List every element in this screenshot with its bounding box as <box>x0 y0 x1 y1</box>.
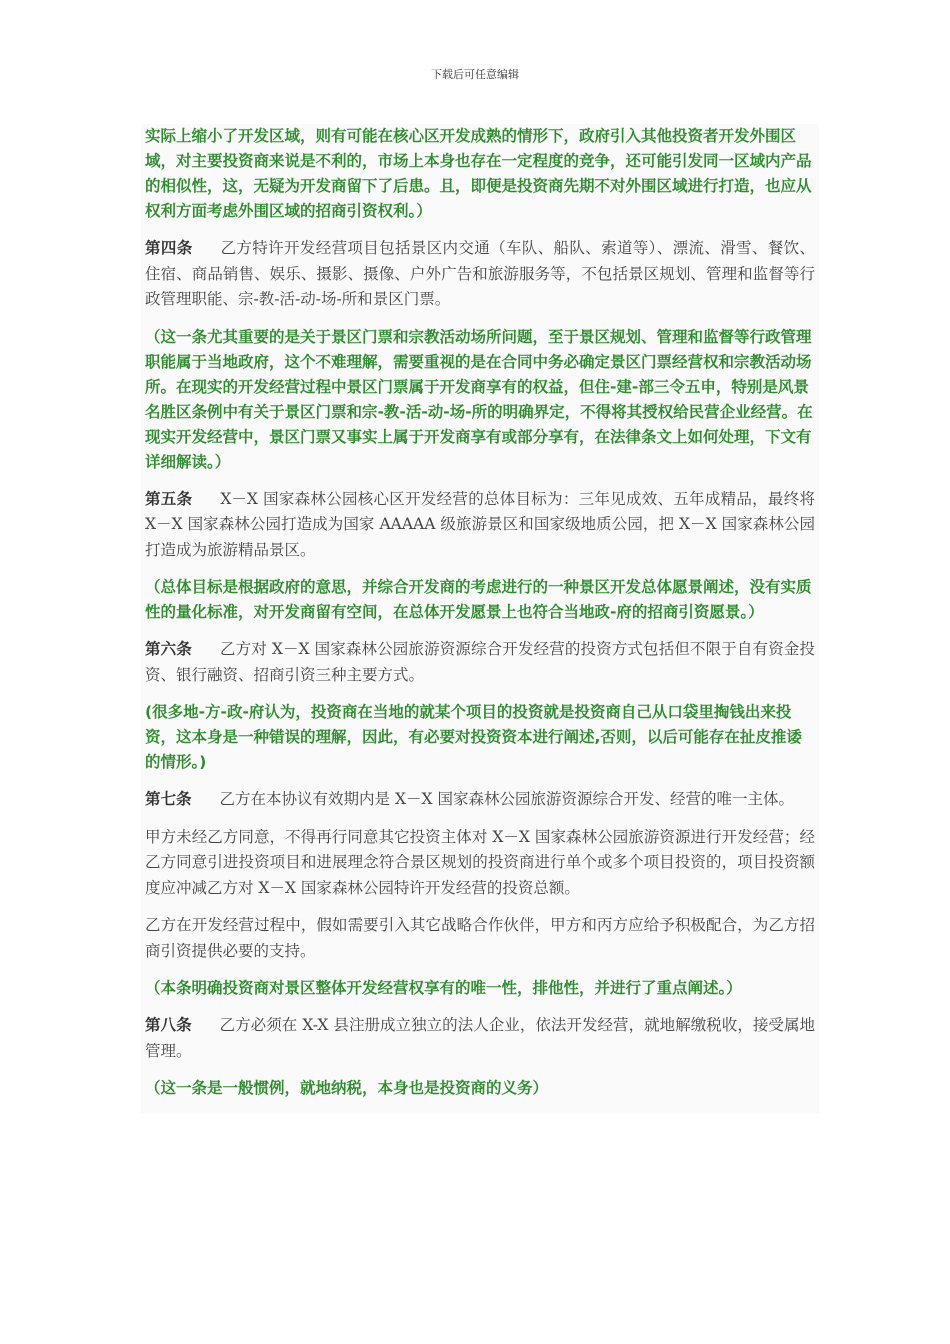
article-text: 乙方在本协议有效期内是 X－X 国家森林公园旅游资源综合开发、经营的唯一主体。 <box>219 790 794 808</box>
document-body <box>141 124 819 1113</box>
article-label: 第七条 <box>145 790 192 808</box>
article-5 <box>145 487 815 564</box>
article-6 <box>145 637 815 688</box>
article-text: 乙方必须在 X-X 县注册成立独立的法人企业，依法开发经营，就地解缴税收，接受属地管理。 <box>145 1016 815 1060</box>
article-label: 第四条 <box>145 239 193 257</box>
article-label: 第八条 <box>145 1016 192 1034</box>
commentary-paragraph: （总体目标是根据政府的意思，并综合开发商的考虑进行的一种景区开发总体愿景阐述，没有实质性的量化标准，对开发商留有空间，在总体开发愿景上也符合当地政-府的招商引资愿景。） <box>145 578 812 621</box>
page-header: 下载后可任意编辑 <box>431 68 519 81</box>
article-text: 乙方特许开发经营项目包括景区内交通（车队、船队、索道等）、漂流、滑雪、餐饮、住宿、商品销售、娱乐、摄影、摄像、户外广告和旅游服务等，不包括景区规划、管理和监督等行政管理职能、宗-教-活-动-场-所和景区门票。 <box>145 239 815 308</box>
article-7 <box>145 787 815 813</box>
commentary-paragraph: （这一条尤其重要的是关于景区门票和宗教活动场所问题，至于景区规划、管理和监督等行政管理职能属于当地政府，这个不难理解，需要重视的是在合同中务必确定景区门票经营权和宗教活动场所。在现实的开发经营过程中景区门票属于开发商享有的权益，但住-建-部三令五申，特别是风景名胜区条例中有关于景区门票和宗-教-活-动-场-所的明确界定，不得将其授权给民营企业经营。在现实开发经营中，景区门票又事实上属于开发商享有或部分享有，在法律条文上如何处理，下文有详细解读。） <box>145 327 813 471</box>
commentary-paragraph: （这一条是一般惯例，就地纳税，本身也是投资商的义务） <box>145 1079 549 1097</box>
article-4 <box>145 236 815 313</box>
article-7-paragraph-2: 甲方未经乙方同意，不得再行同意其它投资主体对 X－X 国家森林公园旅游资源进行开发经营；经乙方同意引进投资项目和进展理念符合景区规划的投资商进行单个或多个项目投资的，项目投资额度应冲减乙方对 X－X 国家森林公园特许开发经营的投资总额。 <box>145 827 815 897</box>
article-text: X－X 国家森林公园核心区开发经营的总体目标为：三年见成效、五年成精品，最终将 X－X 国家森林公园打造成为国家 AAAAA 级旅游景区和国家级地质公园，把 X－X 国家森林公园打造成为旅游精品景区。 <box>145 489 815 559</box>
article-text: 乙方对 X－X 国家森林公园旅游资源综合开发经营的投资方式包括但不限于自有资金投资、银行融资、招商引资三种主要方式。 <box>145 640 815 684</box>
commentary-paragraph: （本条明确投资商对景区整体开发经营权享有的唯一性，排他性，并进行了重点阐述。） <box>145 979 742 997</box>
article-7-paragraph-3: 乙方在开发经营过程中，假如需要引入其它战略合作伙伴，甲方和丙方应给予积极配合，为乙方招商引资提供必要的支持。 <box>145 916 815 960</box>
article-label: 第五条 <box>145 489 193 508</box>
article-label: 第六条 <box>145 640 192 658</box>
article-8 <box>145 1013 815 1064</box>
commentary-paragraph: 实际上缩小了开发区域，则有可能在核心区开发成熟的情形下，政府引入其他投资者开发外围区域，对主要投资商来说是不利的，市场上本身也存在一定程度的竞争，还可能引发同一区域内产品的相似性，这，无疑为开发商留下了后患。且，即便是投资商先期不对外围区域进行打造，也应从权利方面考虑外围区域的招商引资权利。） <box>145 127 812 220</box>
commentary-paragraph: (很多地-方-政-府认为，投资商在当地的就某个项目的投资就是投资商自己从口袋里掏钱出来投资，这本身是一种错误的理解，因此，有必要对投资资本进行阐述,否则，以后可能存在扯皮推诿的情形。) <box>145 703 802 771</box>
